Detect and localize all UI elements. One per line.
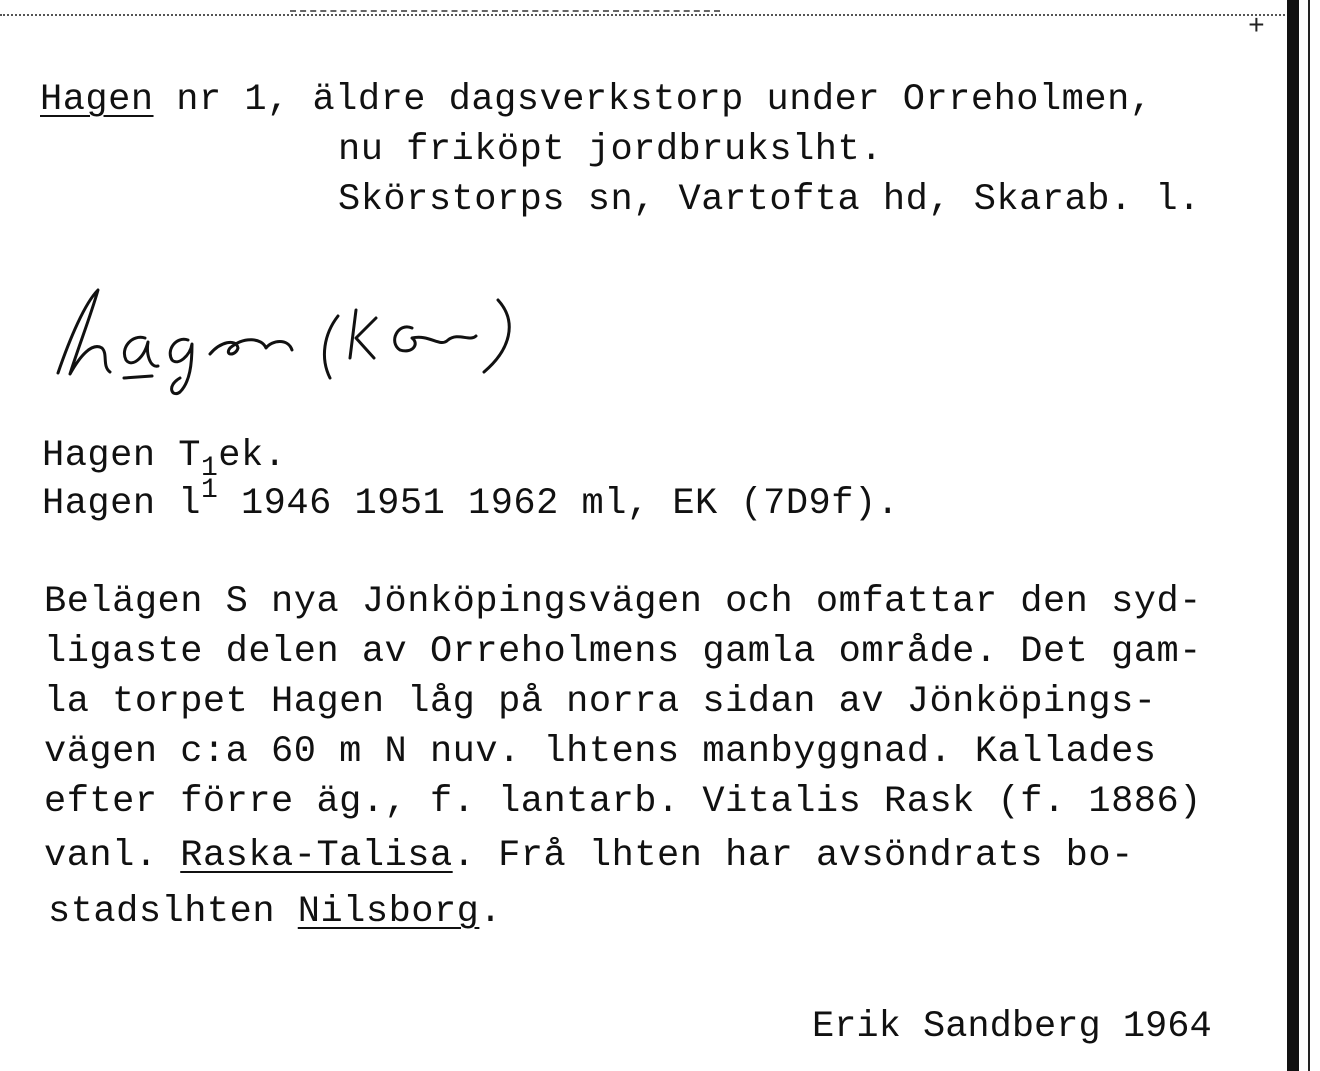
- right-scan-line: [1308, 0, 1310, 1071]
- description-line-3: la torpet Hagen låg på norra sidan av Jönköpings-: [44, 681, 1157, 723]
- form-1-name: Hagen: [42, 435, 179, 477]
- entry-heading-line-2: nu friköpt jordbrukslht.: [338, 129, 883, 171]
- handwritten-pronunciation: [40, 278, 540, 398]
- place-name-raska-talisa: Raska-Talisa: [180, 835, 453, 877]
- handwriting-text: hagen (KGru): [40, 278, 48, 279]
- description-line-6-end: . Frå lhten har avsöndrats bo-: [452, 835, 1134, 877]
- form-2-name: Hagen l: [42, 483, 201, 525]
- form-2-rest: 1946 1951 1962 ml, EK (7D9f).: [218, 483, 900, 525]
- top-scan-edge: [0, 14, 1285, 16]
- description-line-2: ligaste delen av Orreholmens gamla område. Det gam-: [44, 631, 1202, 673]
- description-line-1: Belägen S nya Jönköpingsvägen och omfattar den syd-: [44, 581, 1202, 623]
- description-line-6-start: vanl.: [44, 835, 181, 877]
- description-line-4: vägen c:a 60 m N nuv. lhtens manbyggnad. Kallades: [44, 731, 1157, 773]
- description-line-7: [48, 890, 502, 934]
- form-line-2: [42, 475, 900, 529]
- description-line-5: efter förre äg., f. lantarb. Vitalis Rask (f. 1886): [44, 781, 1202, 823]
- entry-heading-line: [40, 78, 1153, 122]
- right-card-border: [1287, 0, 1299, 1071]
- corner-cross-mark: +: [1248, 12, 1265, 43]
- form-line-1: [42, 434, 287, 484]
- description-line-7-start: stadslhten: [48, 891, 298, 933]
- form-1-subscript: 1: [200, 453, 219, 484]
- top-scan-edge-secondary: [290, 10, 720, 12]
- place-name-nilsborg: Nilsborg: [297, 891, 480, 933]
- entry-heading-rest: nr 1, äldre dagsverkstorp under Orreholmen,: [153, 79, 1153, 121]
- author-signature: Erik Sandberg 1964: [812, 1006, 1212, 1048]
- form-1-rest: ek.: [218, 435, 287, 477]
- description-line-7-end: .: [479, 891, 503, 933]
- place-name: Hagen: [40, 79, 154, 121]
- description-line-6: [44, 834, 1134, 878]
- form-1-source: T: [178, 435, 201, 477]
- form-2-superscript: 1: [200, 475, 219, 506]
- entry-location-line: Skörstorps sn, Vartofta hd, Skarab. l.: [338, 179, 1201, 221]
